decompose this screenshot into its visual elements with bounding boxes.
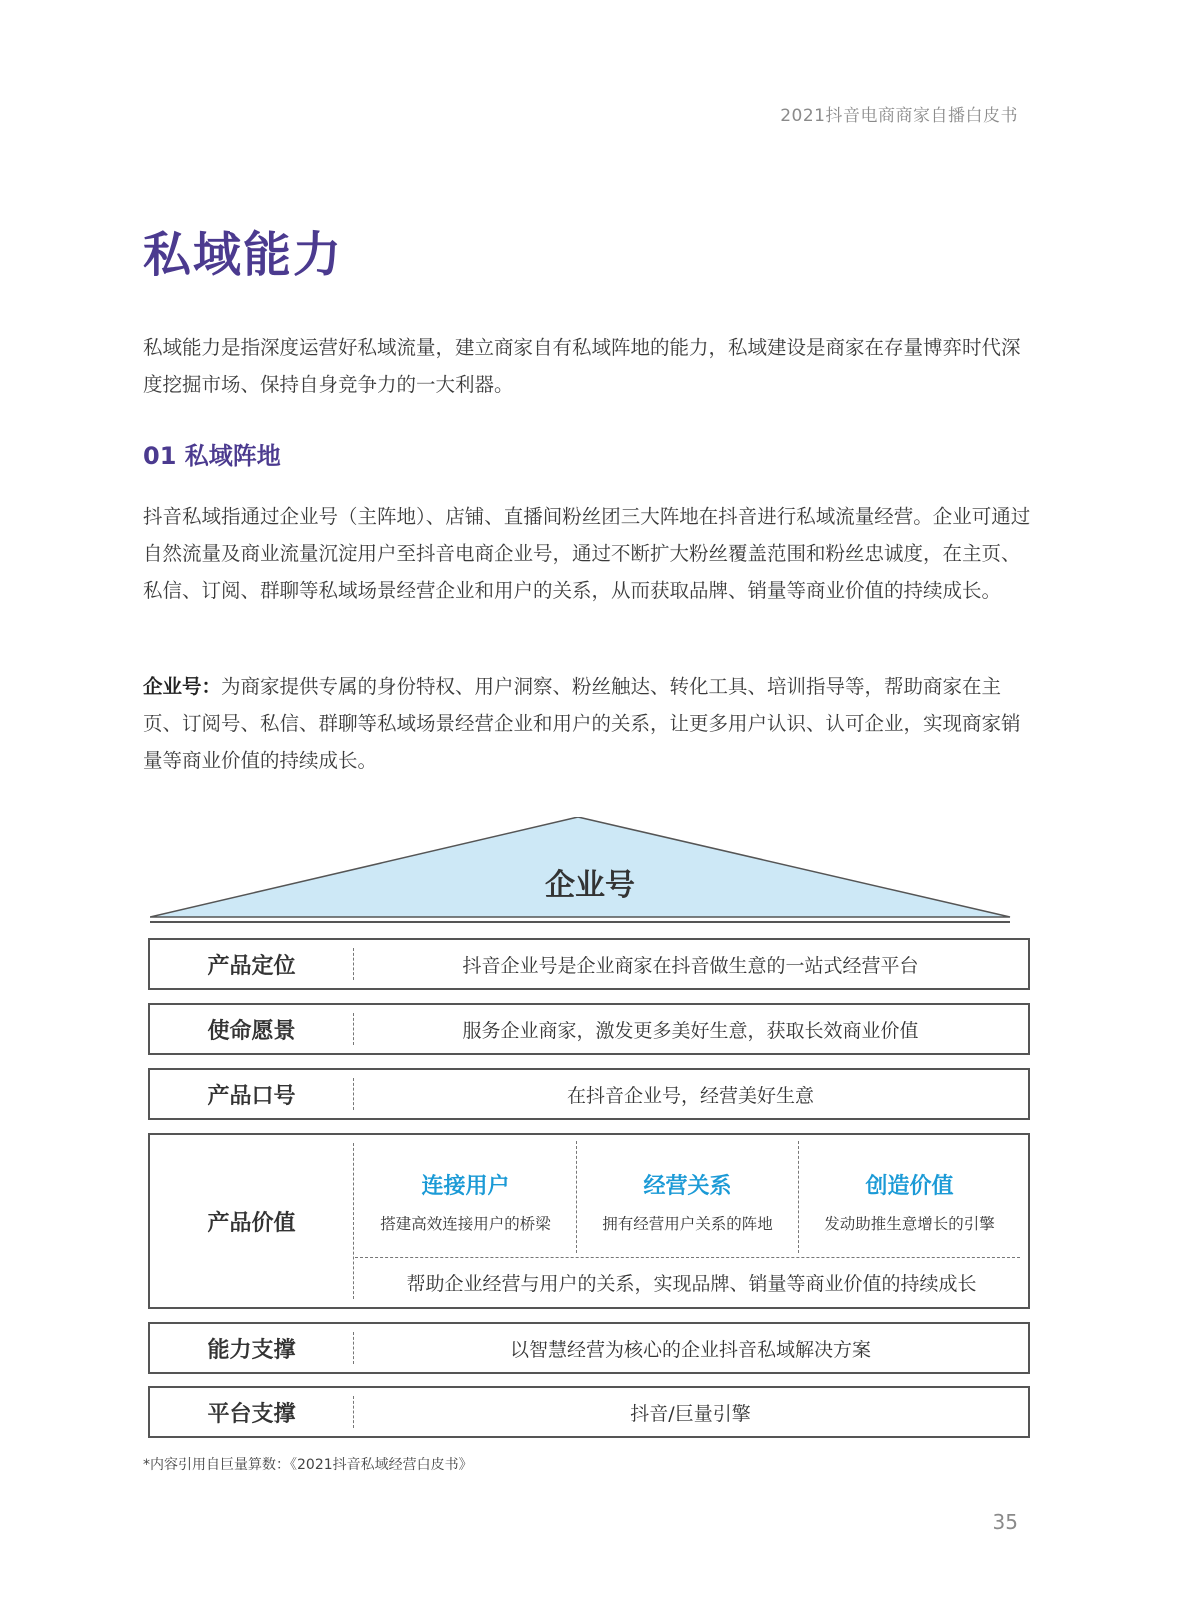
- value-item: [355, 1141, 576, 1253]
- row-divider: [353, 1332, 354, 1364]
- intro-paragraph: 私域能力是指深度运营好私域流量，建立商家自有私域阵地的能力，私域建设是商家在存量博弈时代深度挖掘市场、保持自身竞争力的一大利器。: [143, 336, 1021, 396]
- row-content: 在抖音企业号，经营美好生意: [566, 1084, 814, 1107]
- value-divider: [355, 1257, 1020, 1258]
- value-desc: 搭建高效连接用户的桥梁: [380, 1215, 551, 1233]
- row-label: 产品定位: [207, 953, 296, 979]
- row-divider: [353, 1396, 354, 1428]
- section-paragraph: 抖音私域指通过企业号（主阵地）、店铺、直播间粉丝团三大阵地在抖音进行私域流量经营。企业可通过自然流量及商业流量沉淀用户至抖音电商企业号，通过不断扩大粉丝覆盖范围和粉丝忠诚度，在主页、私信、订阅、群聊等私域场景经营企业和用户的关系，从而获取品牌、销量等商业价值的持续成长。: [143, 505, 1031, 602]
- row-content: 抖音企业号是企业商家在抖音做生意的一站式经营平台: [462, 954, 919, 977]
- diagram-row-positioning: [148, 938, 1030, 990]
- page-title: 私域能力: [143, 227, 344, 283]
- value-title: 创造价值: [865, 1174, 954, 1199]
- row-label: 产品口号: [207, 1083, 296, 1109]
- row-content: 以智慧经营为核心的企业抖音私域解决方案: [509, 1338, 871, 1361]
- roof-label: 企业号: [545, 868, 635, 903]
- row-label: 平台支撑: [207, 1401, 296, 1427]
- row-divider: [353, 1078, 354, 1110]
- row-label: 产品价值: [207, 1210, 296, 1236]
- footnote: *内容引用自巨量算数：《2021抖音私域经营白皮书》: [143, 1457, 473, 1473]
- row-content: 抖音/巨量引擎: [630, 1402, 751, 1425]
- diagram-row-mission: [148, 1003, 1030, 1055]
- enterprise-paragraph: [143, 668, 1035, 779]
- enterprise-label: 企业号：: [143, 675, 222, 698]
- value-title: 经营关系: [643, 1174, 732, 1199]
- diagram-row-capability: [148, 1322, 1030, 1374]
- row-content: 服务企业商家，激发更多美好生意，获取长效商业价值: [462, 1019, 919, 1042]
- page-number: 35: [992, 1510, 1018, 1534]
- book-title: 2021抖音电商商家自播白皮书: [780, 106, 1018, 126]
- row-label: 能力支撑: [207, 1337, 296, 1363]
- value-title: 连接用户: [421, 1174, 510, 1199]
- diagram-row-slogan: [148, 1068, 1030, 1120]
- value-item: [798, 1141, 1020, 1253]
- diagram-row-value: [148, 1133, 1030, 1309]
- value-items: [355, 1141, 1020, 1253]
- value-desc: 拥有经营用户关系的阵地: [602, 1215, 773, 1233]
- section-heading: 01 私域阵地: [143, 442, 281, 470]
- diagram-row-platform: [148, 1386, 1030, 1438]
- row-divider: [353, 1143, 354, 1299]
- enterprise-text: 为商家提供专属的身份特权、用户洞察、粉丝触达、转化工具、培训指导等，帮助商家在主页、订阅号、私信、群聊等私域场景经营企业和用户的关系，让更多用户认识、认可企业，实现商家销量等商业价值的持续成长。: [143, 675, 1021, 772]
- value-desc: 发动助推生意增长的引擎: [824, 1215, 995, 1233]
- value-item: [576, 1141, 798, 1253]
- row-label: 使命愿景: [207, 1018, 296, 1044]
- row-divider: [353, 1013, 354, 1045]
- value-summary: 帮助企业经营与用户的关系，实现品牌、销量等商业价值的持续成长: [406, 1273, 977, 1295]
- row-divider: [353, 948, 354, 980]
